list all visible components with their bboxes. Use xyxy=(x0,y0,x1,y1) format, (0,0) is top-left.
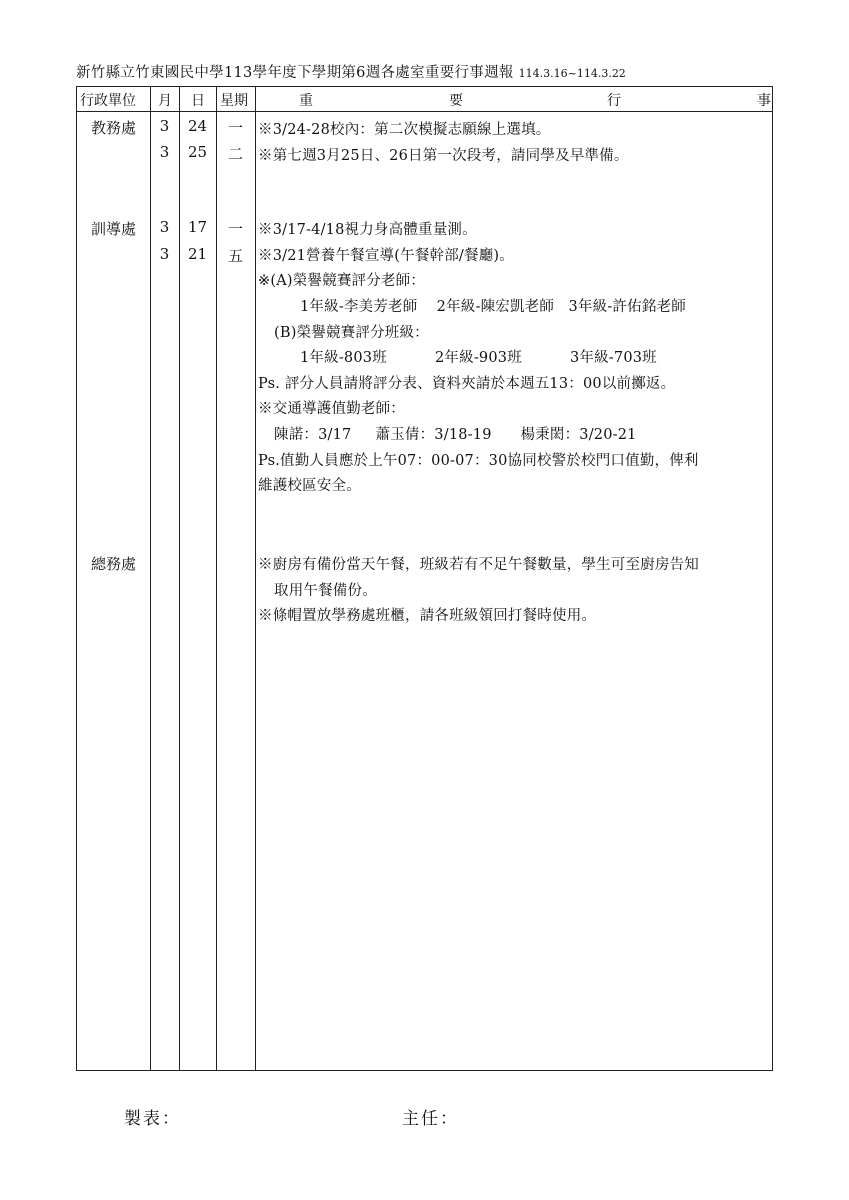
header-month: 月 xyxy=(158,93,172,109)
day-cell: 24 xyxy=(187,117,208,135)
event-line: ※廚房有備份當天午餐，班級若有不足午餐數量，學生可至廚房告知 xyxy=(258,557,699,573)
unit-discipline: 訓導處 xyxy=(90,220,136,238)
event-line: 1年級-李美芳老師 2年級-陳宏凱老師 3年級-許佑銘老師 xyxy=(300,299,686,315)
day-cell: 17 xyxy=(187,218,208,236)
weekday-cell: 二 xyxy=(227,145,243,163)
event-line: 1年級-803班 2年級-903班 3年級-703班 xyxy=(300,350,657,366)
header-divider xyxy=(77,111,772,112)
unit-general: 總務處 xyxy=(90,555,136,573)
month-cell: 3 xyxy=(159,143,170,161)
weekday-cell: 一 xyxy=(227,220,243,238)
report-title xyxy=(76,61,776,82)
event-line: Ps. 評分人員請將評分表、資料夾請於本週五13：00以前擲返。 xyxy=(258,376,676,392)
footer-made-by: 製表： xyxy=(124,1109,181,1129)
header-day: 日 xyxy=(191,93,205,109)
column-divider xyxy=(255,87,256,1070)
event-line: ※交通導護值勤老師： xyxy=(258,401,405,417)
event-line: 維護校區安全。 xyxy=(258,478,361,494)
header-events-char: 行 xyxy=(607,93,621,109)
footer-director: 主任： xyxy=(402,1109,459,1129)
unit-academic: 教務處 xyxy=(90,119,136,137)
event-line: ※3/21營養午餐宣導(午餐幹部/餐廳)。 xyxy=(258,248,514,264)
weekday-cell: 一 xyxy=(227,119,243,137)
header-weekday: 星期 xyxy=(220,93,248,109)
header-events-char: 要 xyxy=(449,93,463,109)
day-cell: 21 xyxy=(187,245,208,263)
event-line: (B)榮譽競賽評分班級： xyxy=(274,325,429,341)
day-cell: 25 xyxy=(187,143,208,161)
schedule-table xyxy=(76,86,773,1071)
event-line: 取用午餐備份。 xyxy=(274,583,377,599)
header-events-char: 重 xyxy=(299,93,313,109)
weekday-cell: 五 xyxy=(227,247,243,265)
event-line: ※(A)榮譽競賽評分老師： xyxy=(258,273,426,289)
event-line: ※3/17-4/18視力身高體重量測。 xyxy=(258,222,477,238)
event-line: ※3/24-28校內：第二次模擬志願線上選填。 xyxy=(258,122,551,138)
report-date-range: 114.3.16~114.3.22 xyxy=(518,67,626,80)
event-line: 陳諾：3/17 蕭玉倩：3/18-19 楊秉閎：3/20-21 xyxy=(274,427,637,443)
month-cell: 3 xyxy=(159,117,170,135)
report-title-main: 新竹縣立竹東國民中學113學年度下學期第6週各處室重要行事週報 xyxy=(76,65,514,81)
month-cell: 3 xyxy=(159,245,170,263)
header-events-char: 事 xyxy=(757,93,771,109)
event-line: ※第七週3月25日、26日第一次段考，請同學及早準備。 xyxy=(258,148,629,164)
event-line: ※條帽置放學務處班櫃，請各班級領回打餐時使用。 xyxy=(258,608,597,624)
header-unit: 行政單位 xyxy=(80,93,136,109)
month-cell: 3 xyxy=(159,218,170,236)
event-line: Ps.值勤人員應於上午07：00-07：30協同校警於校門口值勤，俾利 xyxy=(258,453,699,469)
